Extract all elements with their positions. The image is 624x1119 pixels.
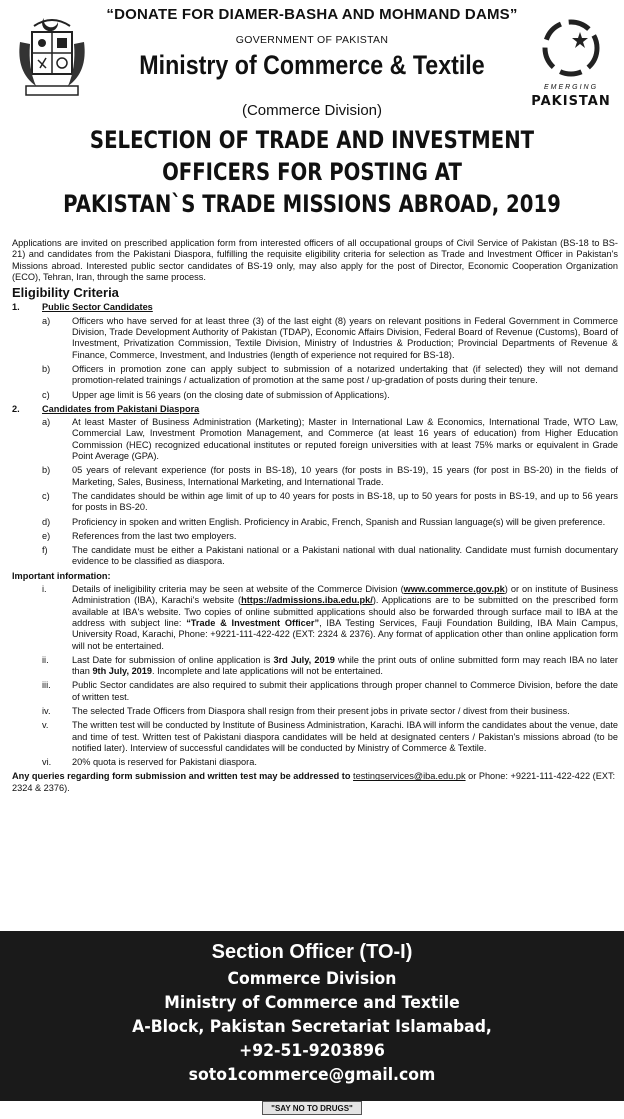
subject-line: “Trade & Investment Officer” [186,617,320,628]
group-number: 1. [12,302,20,313]
emerging-pakistan-logo-icon [528,10,614,82]
queries-phone: or Phone: +9221-111-422-422 (EXT: 2324 & 2376). [12,771,616,793]
government-label: GOVERNMENT OF PAKISTAN [235,34,389,46]
criteria-item [12,545,618,568]
emerging-pakistan-logo [528,10,614,110]
dams-slogan: “DONATE FOR DIAMER-BASHA AND MOHMAND DAMS” [106,6,518,23]
title-line-1: SELECTION OF TRADE AND INVESTMENT [89,126,535,154]
info-item [12,584,618,652]
info-text-part: ). Applications are to be submitted on the prescribed form available at IBA's website. Two copies of online submitted applications should also be forwarded through surface mail to IBA at the address with subject line: [72,595,618,628]
item-text: At least Master of Business Administration (Marketing); Master in International Law & Economics, International Trade, WTO Law, Commercial Law, Investment Promotion Management, and Commerce (at least 16 years of education) from Higher Education Commission (HEC) recognized educational institutes or reputed foreign universities with at least 75% marks or equivalent in Grade Point Average (GPA). [72,417,618,462]
item-text: Officers in promotion zone can apply subject to submission of a notarized undertaking that (if selected) they will not demand promotion-related trainings / actualization of promotion at the same post / up-gradation of posts during their tenure. [72,363,618,386]
criteria-item [12,491,618,514]
important-info-heading: Important information: [12,570,111,581]
item-key: a) [42,315,51,326]
item-key: e) [42,530,51,541]
group-heading [12,302,618,313]
info-key: ii. [42,654,49,665]
ministry-title: Ministry of Commerce & Textile [139,50,485,80]
title-line-3: PAKISTAN`S TRADE MISSIONS ABROAD, 2019 [63,190,561,218]
item-text: Proficiency in spoken and written English. Proficiency in Arabic, French, Spanish and Russian language(s) will be given preference. [72,516,606,527]
advert-title [0,124,624,224]
item-text: 05 years of relevant experience (for posts in BS-18), 10 years (for posts in BS-19), 15 years (for post in BS-20) in the fields of Marketing, Sales, Business, International Marketing, and International Trade. [72,465,618,487]
info-item [12,680,618,703]
item-key: d) [42,516,51,527]
info-key: v. [42,720,49,731]
pakistan-label: PAKISTAN [531,94,611,109]
group-label: Public Sector Candidates [42,302,153,313]
eligibility-group [12,302,618,400]
testing-services-email-link[interactable]: testingservices@iba.edu.pk [353,771,466,782]
header [0,0,624,124]
eligibility-heading: Eligibility Criteria [12,285,119,301]
say-no-to-drugs-banner: "SAY NO TO DRUGS" [262,1101,362,1115]
iba-admissions-link[interactable]: https://admissions.iba.edu.pk/ [241,595,373,606]
info-text-part: Last Date for submission of online application is [72,654,274,665]
intro-paragraph: Applications are invited on prescribed application form from interested officers of all occupational groups of Civil Service of Pakistan (BS-18 to BS-21) and candidates from the Pakistani Diaspora, fulfilling the requisite eligibility criteria for selection as Trade and Investment Officer in Pakistan's Missions abroad. Interested public sector candidates of BS-19 only, may also apply for the post of Director, Economic Cooperation Organization (ECO), Tehran, Iran, through the same process. [12,238,618,282]
printout-date: 9th July, 2019 [92,666,153,677]
queries-paragraph [12,771,618,794]
item-text: References from the last two employers. [72,530,237,541]
info-key: iii. [42,680,51,691]
contact-footer [0,931,624,1101]
group-label: Candidates from Pakistani Diaspora [42,403,200,414]
item-text: Officers who have served for at least three (3) of the last eight (8) years on relevant positions in Federal Government in Commerce Division, Trade Development Authority of Pakistan (TDAP), Economic Affairs Division, Federal Board of Revenue (Customs), Board of Investment, Privatization Commission, Textile Division, Ministry of Industries & Production; Provincial Departments of Revenue & Finance, Commerce, Investment, and Industries (length of experience not required for BS-18). [72,315,618,360]
pakistan-state-emblem-icon [14,12,90,100]
item-text: The candidate must be either a Pakistani national or a Pakistani national with dual nationality. Candidate must furnish documentary evidence to be classified as diaspora. [72,545,618,567]
footer-address: A-Block, Pakistan Secretariat Islamabad, [132,1017,492,1037]
info-text: Public Sector candidates are also required to submit their applications through proper channel to Commerce Division, before the date of written test. [72,680,618,702]
info-item [12,706,618,717]
division-label: (Commerce Division) [241,102,383,119]
item-key: c) [42,389,50,400]
item-key: b) [42,465,51,476]
title-line-2: OFFICERS FOR POSTING AT [162,158,462,186]
group-number: 2. [12,403,20,414]
item-text: Upper age limit is 56 years (on the closing date of submission of Applications). [72,389,390,400]
info-text-part: ) or on institute of Business Administration (IBA), Karachi's website ( [72,584,618,606]
item-key: c) [42,490,50,501]
info-key: vi. [42,757,52,768]
info-text-part: while the print outs of online submitted form may reach IBA no later than [72,654,618,677]
criteria-item [12,316,618,361]
criteria-item [12,517,618,528]
footer-email-link[interactable]: soto1commerce@gmail.com [188,1065,436,1085]
info-item [12,757,618,768]
criteria-item [12,364,618,387]
item-key: f) [42,545,48,556]
eligibility-group [12,404,618,568]
info-text: 20% quota is reserved for Pakistani diaspora. [72,757,257,768]
info-text: The selected Trade Officers from Diaspora shall resign from their present jobs in private sector / divest from their business. [72,705,570,716]
info-text-part: Details of ineligibility criteria may be seen at website of the Commerce Division ( [72,584,404,595]
info-item [12,655,618,678]
info-text-part: . Incomplete and late applications will not be entertained. [152,666,383,677]
footer-phone: +92-51-9203896 [239,1041,385,1061]
info-key: i. [42,584,47,595]
footer-division: Commerce Division [227,969,397,989]
commerce-website-link[interactable]: www.commerce.gov.pk [403,584,505,595]
criteria-item [12,465,618,488]
queries-text: Any queries regarding form submission and written test may be addressed to [12,771,354,782]
emerging-label: EMERGING [543,84,599,91]
info-text [72,584,618,652]
info-item [12,720,618,754]
criteria-item [12,390,618,401]
group-heading [12,404,618,415]
last-date: 3rd July, 2019 [273,654,335,665]
info-text-part: , IBA Testing Services, Fauji Foundation Building, IBA Main Campus, University Road, Karachi, Phone: +9221-111-422-422 (EXT: 2324 & 2376). Any format of application other than online application form will not be entertained. [72,617,618,651]
item-key: b) [42,363,51,374]
item-key: a) [42,417,51,428]
advert-body [12,238,618,794]
item-text: The candidates should be within age limit of up to 40 years for posts in BS-18, up to 50 years for posts in BS-19, and up to 56 years for posts in BS-20. [72,490,618,513]
footer-ministry: Ministry of Commerce and Textile [164,993,460,1013]
info-text [72,655,618,678]
criteria-item [12,417,618,462]
info-key: iv. [42,705,51,716]
section-officer-title: Section Officer (TO-I) [211,941,413,963]
criteria-item [12,531,618,542]
info-text: The written test will be conducted by Institute of Business Administration, Karachi. IBA will inform the candidates about the venue, date and time of test. Written test of Pakistani diaspora candidates will be held at designated centers / Pakistan's missions abroad (to be notified later). Interview of successful candidates will be conducted by Ministry of Commerce & Textile. [72,720,618,753]
